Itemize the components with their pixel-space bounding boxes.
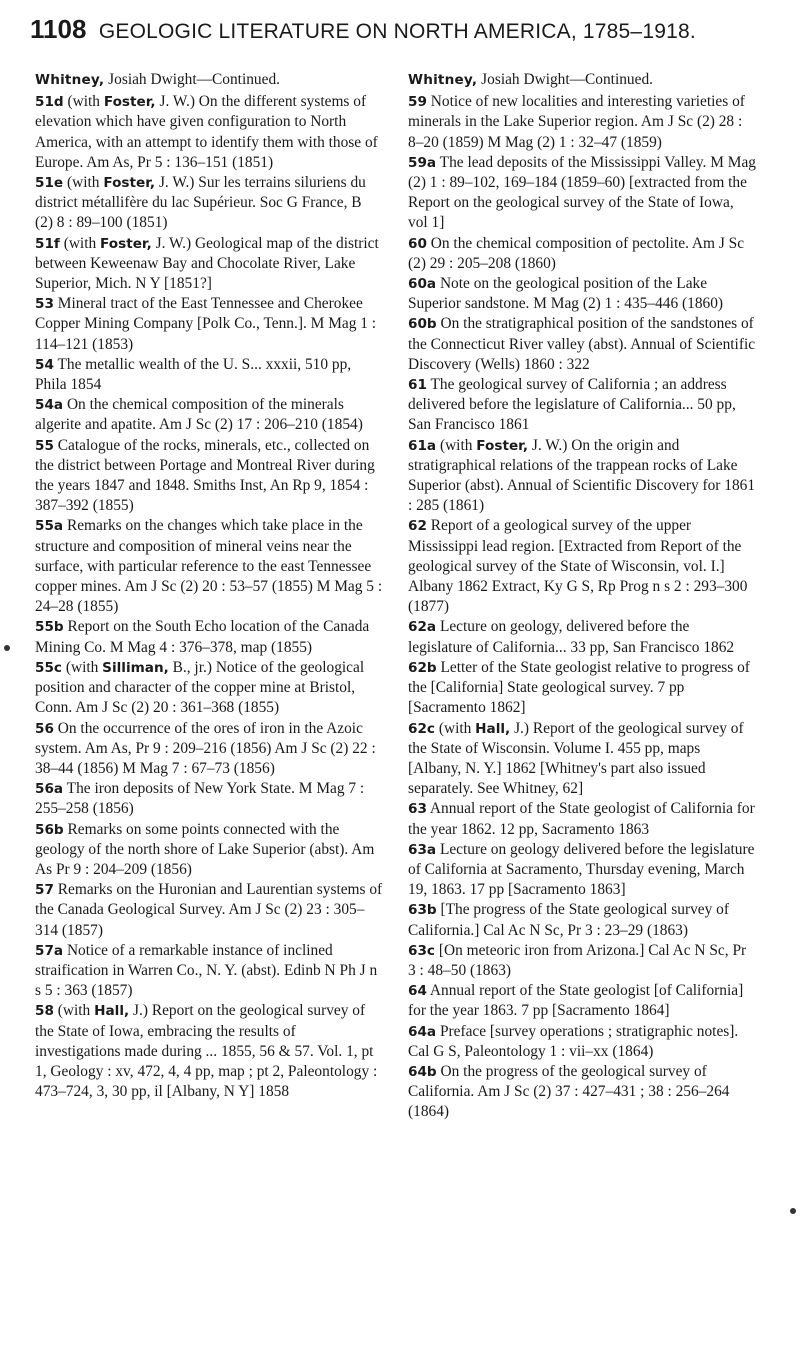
coauthor-suffix: J. W.): [155, 93, 195, 111]
bibliography-entry: [35, 658, 383, 719]
coauthor-name: Foster,: [103, 175, 156, 192]
heading-rest: Josiah Dwight—Continued.: [477, 71, 654, 88]
page-number: 1108: [30, 14, 87, 44]
bibliography-entry: [408, 840, 756, 901]
margin-dot: [790, 1208, 796, 1214]
bibliography-entry: [408, 799, 756, 839]
bibliography-entry: [35, 941, 383, 1002]
coauthor-suffix: J. W.): [155, 174, 195, 192]
entry-text: Catalogue of the rocks, minerals, etc., collected on the district between Portage and Montreal River during the years 1847 and 1848. Smiths Inst, An Rp 9, 1854 : 387–392 (1855): [35, 436, 375, 515]
coauthor-suffix: B., jr.): [168, 658, 212, 676]
coauthor-name: Foster,: [103, 94, 156, 111]
heading-author: Whitney,: [35, 72, 105, 88]
bibliography-entry: [408, 92, 756, 153]
heading-author: Whitney,: [408, 72, 478, 88]
entry-text: The lead deposits of the Mississippi Valley. M Mag (2) 1 : 89–102, 169–184 (1859–60) [extracted from the Report on the geological survey of the State of Iowa, vol 1]: [408, 153, 756, 232]
bibliography-entry: [35, 395, 383, 435]
entry-number: 59: [408, 94, 427, 111]
entry-text: Remarks on some points connected with the geology of the north shore of Lake Superior (abst). Am As Pr 9 : 204–209 (1856): [35, 820, 375, 878]
entry-text: The metallic wealth of the U. S... xxxii, 510 pp, Phila 1854: [35, 355, 352, 394]
bibliography-entry: [35, 880, 383, 941]
entry-number: 61a: [408, 437, 437, 454]
entry-text: On the occurrence of the ores of iron in the Azoic system. Am As, Pr 9 : 209–216 (1856) Am J Sc (2) 22 : 38–44 (1856) M Mag 7 : 67–73 (1856): [35, 719, 376, 777]
entry-number: 51d: [35, 94, 64, 111]
entry-text: Notice of a remarkable instance of inclined straification in Warren Co., N. Y. (abst). Edinb N Ph J n s 5 : 363 (1857): [35, 941, 378, 1000]
coauthor-prefix: (with: [59, 234, 101, 252]
entry-text: Remarks on the Huronian and Laurentian systems of the Canada Geological Survey. Am J Sc (2) 23 : 305–314 (1857): [35, 881, 383, 939]
coauthor-suffix: J.): [510, 719, 530, 737]
entry-text: Letter of the State geologist relative to progress of the [California] State geological survey. 7 pp [Sacramento 1862]: [408, 658, 750, 717]
bibliography-entry: [408, 314, 756, 375]
bibliography-entry: [35, 719, 383, 780]
entry-number: 57a: [35, 942, 64, 959]
entry-text: On the origin and stratigraphical relations of the trappean rocks of Lake Superior (abst). Annual of Scientific Discovery for 1861 : 285 (1861): [408, 436, 756, 515]
entry-number: 61: [408, 377, 427, 394]
entry-text: [On meteoric iron from Arizona.] Cal Ac N Sc, Pr 3 : 48–50 (1863): [408, 941, 747, 979]
entry-number: 64a: [408, 1023, 437, 1040]
entry-text: On the different systems of elevation which have given configuration to North America, with an attempt to identify them with those of Europe. Am As, Pr 5 : 136–151 (1851): [35, 93, 378, 171]
coauthor-name: Silliman,: [102, 659, 169, 676]
column-heading: [35, 70, 383, 90]
bibliography-entry: [408, 617, 756, 657]
entry-number: 55a: [35, 518, 64, 535]
coauthor-prefix: (with: [61, 658, 103, 676]
right-column: [408, 70, 756, 1123]
entry-text: Lecture on geology delivered before the legislature of California at Sacramento, Thursday evening, March 19, 1863. 17 pp [Sacramento 1863]: [408, 840, 755, 899]
entry-text: Report of a geological survey of the upper Mississippi lead region. [Extracted from Report of the geological survey of the State of Wisconsin, vol. I.] Albany 1862 Extract, Ky G S, Rp Prog n s 2 : 293–300 (1877): [408, 517, 748, 616]
entry-text: Sur les terrains siluriens du district métallifère du lac Supérieur. Soc G France, B (2) 8 : 89–100 (1851): [35, 174, 366, 232]
entry-number: 56b: [35, 821, 64, 838]
entry-text: On the chemical composition of the minerals algerite and apatite. Am J Sc (2) 17 : 206–210 (1854): [35, 396, 363, 434]
entry-number: 62b: [408, 659, 437, 676]
coauthor-prefix: (with: [63, 93, 104, 111]
bibliography-entry: [408, 941, 756, 981]
entry-number: 58: [35, 1003, 54, 1020]
entry-text: Notice of the geological position and character of the copper mine at Bristol, Conn. Am J Sc (2) 20 : 361–368 (1855): [35, 658, 365, 717]
coauthor-prefix: (with: [63, 174, 104, 192]
entry-number: 57: [35, 882, 54, 899]
bibliography-entry: [35, 92, 383, 173]
entry-number: 55c: [35, 659, 62, 676]
bibliography-entry: [408, 658, 756, 719]
bibliography-entry: [35, 516, 383, 617]
page-header: [30, 14, 790, 45]
entry-number: 59a: [408, 154, 437, 171]
entry-text: The iron deposits of New York State. M Mag 7 : 255–258 (1856): [35, 780, 365, 818]
entry-number: 64: [408, 983, 427, 1000]
entry-number: 60b: [408, 316, 437, 333]
bibliography-entry: [408, 900, 756, 940]
bibliography-entry: [408, 436, 756, 517]
coauthor-prefix: (with: [53, 1002, 95, 1020]
entry-number: 60a: [408, 276, 437, 293]
entry-text: Geological map of the district between Keweenaw Bay and Chocolate River, Lake Superior, Mich. N Y [1851?]: [35, 234, 379, 293]
coauthor-prefix: (with: [434, 719, 476, 737]
coauthor-name: Foster,: [100, 235, 152, 252]
entry-text: Report on the geological survey of the State of Iowa, embracing the results of investigations made during ... 1855, 56 & 57. Vol. 1, pt 1, Geology : xv, 472, 4, 4 pp, map ; pt 2, Paleontology : 473–724, 3, 30 pp, il [Albany, N Y] 1858: [35, 1002, 378, 1101]
entry-number: 63a: [408, 841, 437, 858]
entry-number: 62a: [408, 619, 437, 636]
entry-text: Report of the geological survey of the State of Wisconsin. Volume I. 455 pp, maps [Albany, N. Y.] 1862 [Whitney's part also issued separately. See Whitney, 62]: [408, 719, 744, 798]
entry-number: 55: [35, 437, 54, 454]
coauthor-suffix: J.): [129, 1002, 148, 1020]
coauthor-name: Hall,: [475, 720, 511, 737]
coauthor-name: Hall,: [94, 1003, 130, 1020]
entry-text: Notice of new localities and interesting varieties of minerals in the Lake Superior region. Am J Sc (2) 28 : 8–20 (1859) M Mag (2) 1 : 32–47 (1859): [408, 93, 745, 151]
entry-text: Lecture on geology, delivered before the legislature of California... 33 pp, San Francisco 1862: [408, 618, 735, 656]
margin-dot: [4, 645, 10, 651]
running-title: GEOLOGIC LITERATURE ON NORTH AMERICA, 1785–1918.: [98, 20, 696, 43]
bibliography-entry: [408, 981, 756, 1021]
coauthor-name: Foster,: [476, 437, 529, 454]
bibliography-entry: [35, 1001, 383, 1102]
entry-number: 55b: [35, 619, 64, 636]
entry-number: 56: [35, 720, 54, 737]
entry-list: [408, 92, 756, 1122]
bibliography-entry: [408, 153, 756, 234]
coauthor-prefix: (with: [436, 436, 477, 454]
bibliography-entry: [408, 375, 756, 436]
entry-text: On the progress of the geological survey of California. Am J Sc (2) 37 : 427–431 ; 38 : 256–264 (1864): [408, 1062, 730, 1121]
heading-rest: Josiah Dwight—Continued.: [104, 71, 281, 88]
entry-number: 51f: [35, 235, 60, 252]
entry-number: 62: [408, 518, 427, 535]
entry-text: [The progress of the State geological survey of California.] Cal Ac N Sc, Pr 3 : 23–29 (1863): [408, 901, 729, 939]
bibliography-entry: [408, 1062, 756, 1123]
coauthor-suffix: J. W.): [151, 234, 192, 252]
bibliography-entry: [408, 234, 756, 274]
bibliography-entry: [408, 274, 756, 314]
entry-text: Note on the geological position of the Lake Superior sandstone. M Mag (2) 1 : 435–446 (1860): [408, 275, 724, 313]
entry-number: 54a: [35, 397, 64, 414]
coauthor-suffix: J. W.): [528, 436, 568, 454]
bibliography-entry: [408, 516, 756, 617]
bibliography-entry: [35, 173, 383, 234]
entry-number: 63b: [408, 902, 437, 919]
bibliography-entry: [35, 436, 383, 517]
entry-text: Report on the South Echo location of the Canada Mining Co. M Mag 4 : 376–378, map (1855): [35, 618, 370, 656]
entry-text: The geological survey of California ; an address delivered before the legislature of California... 50 pp, San Francisco 1861: [408, 376, 736, 434]
entry-number: 53: [35, 296, 54, 313]
bibliography-entry: [35, 820, 383, 881]
entry-number: 54: [35, 356, 54, 373]
entry-number: 51e: [35, 175, 64, 192]
bibliography-entry: [35, 234, 383, 295]
entry-text: Preface [survey operations ; stratigraphic notes]. Cal G S, Paleontology 1 : vii–xx (1864): [408, 1022, 739, 1060]
column-heading: [408, 70, 756, 90]
bibliography-entry: [35, 779, 383, 819]
bibliography-entry: [408, 1022, 756, 1062]
entry-text: On the chemical composition of pectolite. Am J Sc (2) 29 : 205–208 (1860): [408, 234, 745, 272]
bibliography-entry: [408, 719, 756, 800]
left-column: [35, 70, 383, 1102]
entry-text: Annual report of the State geologist of California for the year 1862. 12 pp, Sacramento 1863: [408, 800, 755, 838]
entry-text: Annual report of the State geologist [of California] for the year 1863. 7 pp [Sacramento 1864]: [408, 982, 744, 1020]
entry-list: [35, 92, 383, 1102]
entry-number: 62c: [408, 720, 435, 737]
entry-text: Remarks on the changes which take place in the structure and composition of mineral veins near the surface, with particular reference to the east Tennessee copper mines. Am J Sc (2) 20 : 53–57 (1855) M Mag 5 : 24–28 (1855): [35, 517, 383, 616]
entry-number: 60: [408, 235, 427, 252]
entry-number: 63: [408, 801, 427, 818]
entry-number: 64b: [408, 1063, 437, 1080]
bibliography-entry: [35, 294, 383, 355]
entry-number: 56a: [35, 781, 64, 798]
bibliography-entry: [35, 355, 383, 395]
bibliography-entry: [35, 617, 383, 657]
entry-text: Mineral tract of the East Tennessee and Cherokee Copper Mining Company [Polk Co., Tenn.]. M Mag 1 : 114–121 (1853): [35, 295, 377, 353]
entry-text: On the stratigraphical position of the sandstones of the Connecticut River valley (abst). Annual of Scientific Discovery (Wells) 1860 : 322: [408, 315, 756, 373]
entry-number: 63c: [408, 942, 435, 959]
